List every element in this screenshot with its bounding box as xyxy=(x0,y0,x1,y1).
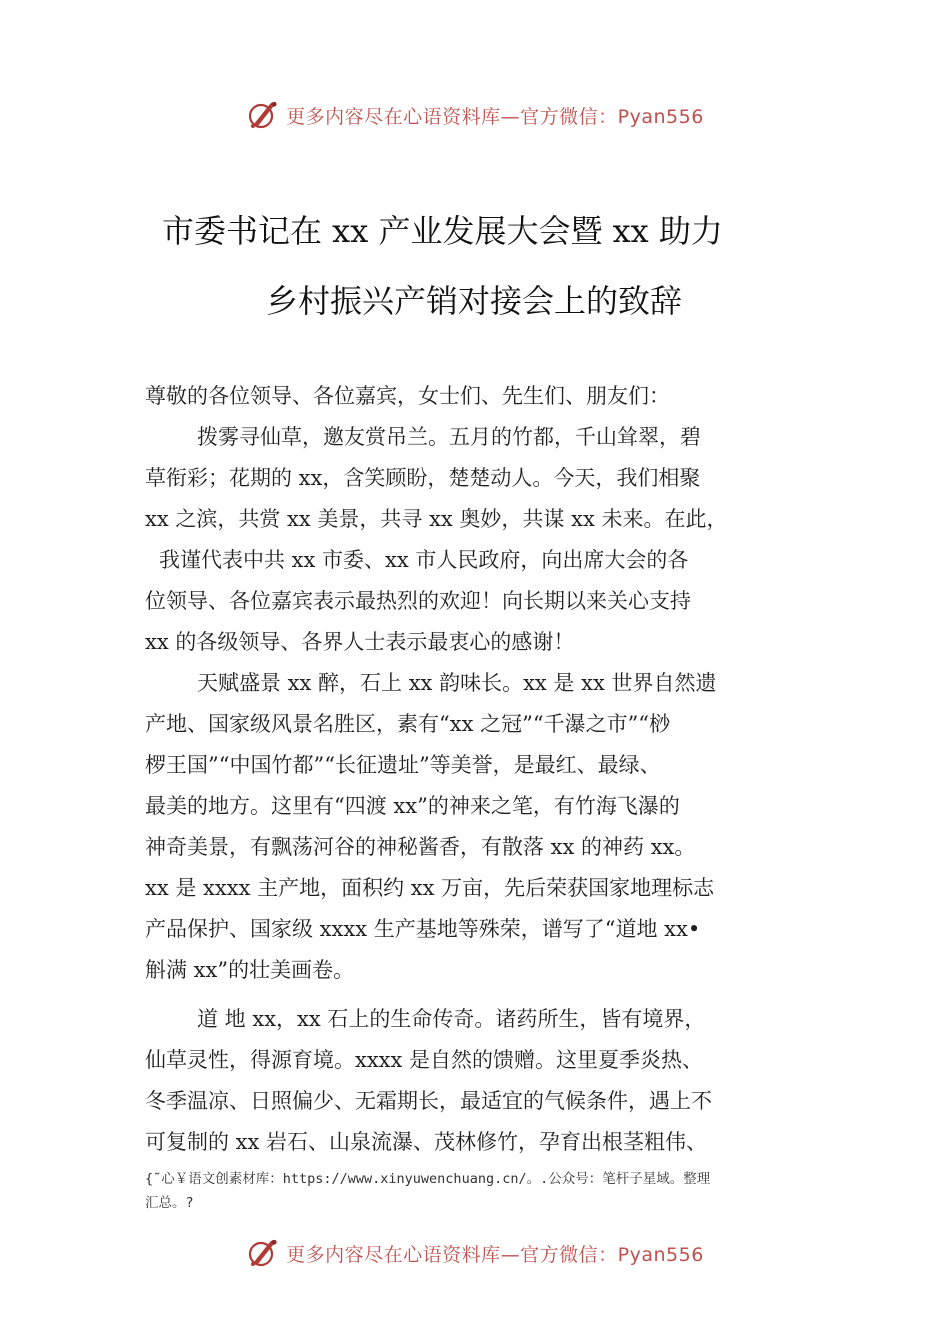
body-line: 道 地 xx，xx 石上的生命传奇。诸药所生，皆有境界， xyxy=(197,1007,706,1031)
body-line: 产地、国家级风景名胜区，素有“xx 之冠”“千瀑之市”“桫 xyxy=(145,712,671,736)
body-line: 拨雾寻仙草，邀友赏吊兰。五月的竹都，千山耸翠，碧 xyxy=(197,425,701,449)
body-line: 最美的地方。这里有“四渡 xx”的神来之笔，有竹海飞瀑的 xyxy=(145,794,680,818)
header-banner xyxy=(0,95,950,135)
banner-text: 更多内容尽在心语资料库—官方微信：Pyan556 xyxy=(286,105,704,128)
footer-note xyxy=(145,1167,835,1215)
body-line: xx 是 xxxx 主产地，面积约 xx 万亩，先后荣获国家地理标志 xyxy=(145,876,715,900)
body-line: xx 之滨，共赏 xx 美景，共寻 xx 奥妙，共谋 xx 未来。在此， xyxy=(145,507,728,531)
banner-text: 更多内容尽在心语资料库—官方微信：Pyan556 xyxy=(286,1243,704,1266)
body-line: 可复制的 xx 岩石、山泉流瀑、茂林修竹，孕育出根茎粗伟、 xyxy=(145,1130,708,1154)
body-line: 天赋盛景 xx 醉，石上 xx 韵味长。xx 是 xx 世界自然遗 xyxy=(197,671,717,695)
body-line: 我谨代表中共 xx 市委、xx 市人民政府，向出席大会的各 xyxy=(159,548,689,572)
document-body xyxy=(145,376,815,1163)
body-line: 椤王国”“中国竹都”“长征遗址”等美誉，是最红、最绿、 xyxy=(145,753,661,777)
document-title-line-2: 乡村振兴产销对接会上的致辞 xyxy=(266,282,683,320)
body-line: 产品保护、国家级 xxxx 生产基地等殊荣，谱写了“道地 xx• xyxy=(145,917,701,941)
body-line: 位领导、各位嘉宾表示最热烈的欢迎！向长期以来关心支持 xyxy=(145,589,691,613)
footer-banner xyxy=(0,1233,950,1273)
body-line: 斛满 xx”的壮美画卷。 xyxy=(145,958,355,982)
footer-note-line-2: 汇总。? xyxy=(145,1195,194,1211)
salutation-line: 尊敬的各位领导、各位嘉宾，女士们、先生们、朋友们： xyxy=(145,384,670,408)
body-line: 仙草灵性，得源育境。xxxx 是自然的馈赠。这里夏季炎热、 xyxy=(145,1048,704,1072)
body-line: 神奇美景，有飘荡河谷的神秘酱香，有散落 xx 的神药 xx。 xyxy=(145,835,696,859)
footer-note-line-1: {˜心￥语文创素材库：https://www.xinyuwenchuang.cn/。.公众号：笔杆子星域。整理 xyxy=(145,1171,711,1187)
body-line: 冬季温凉、日照偏少、无霜期长，最适宜的气候条件，遇上不 xyxy=(145,1089,712,1113)
quill-pen-logo-icon xyxy=(246,1236,280,1270)
document-title-line-1: 市委书记在 xx 产业发展大会暨 xx 助力 xyxy=(162,212,723,250)
body-line: 草衔彩；花期的 xx，含笑顾盼，楚楚动人。今天，我们相聚 xyxy=(145,466,701,490)
quill-pen-logo-icon xyxy=(246,98,280,132)
body-line: xx 的各级领导、各界人士表示最衷心的感谢！ xyxy=(145,630,575,654)
